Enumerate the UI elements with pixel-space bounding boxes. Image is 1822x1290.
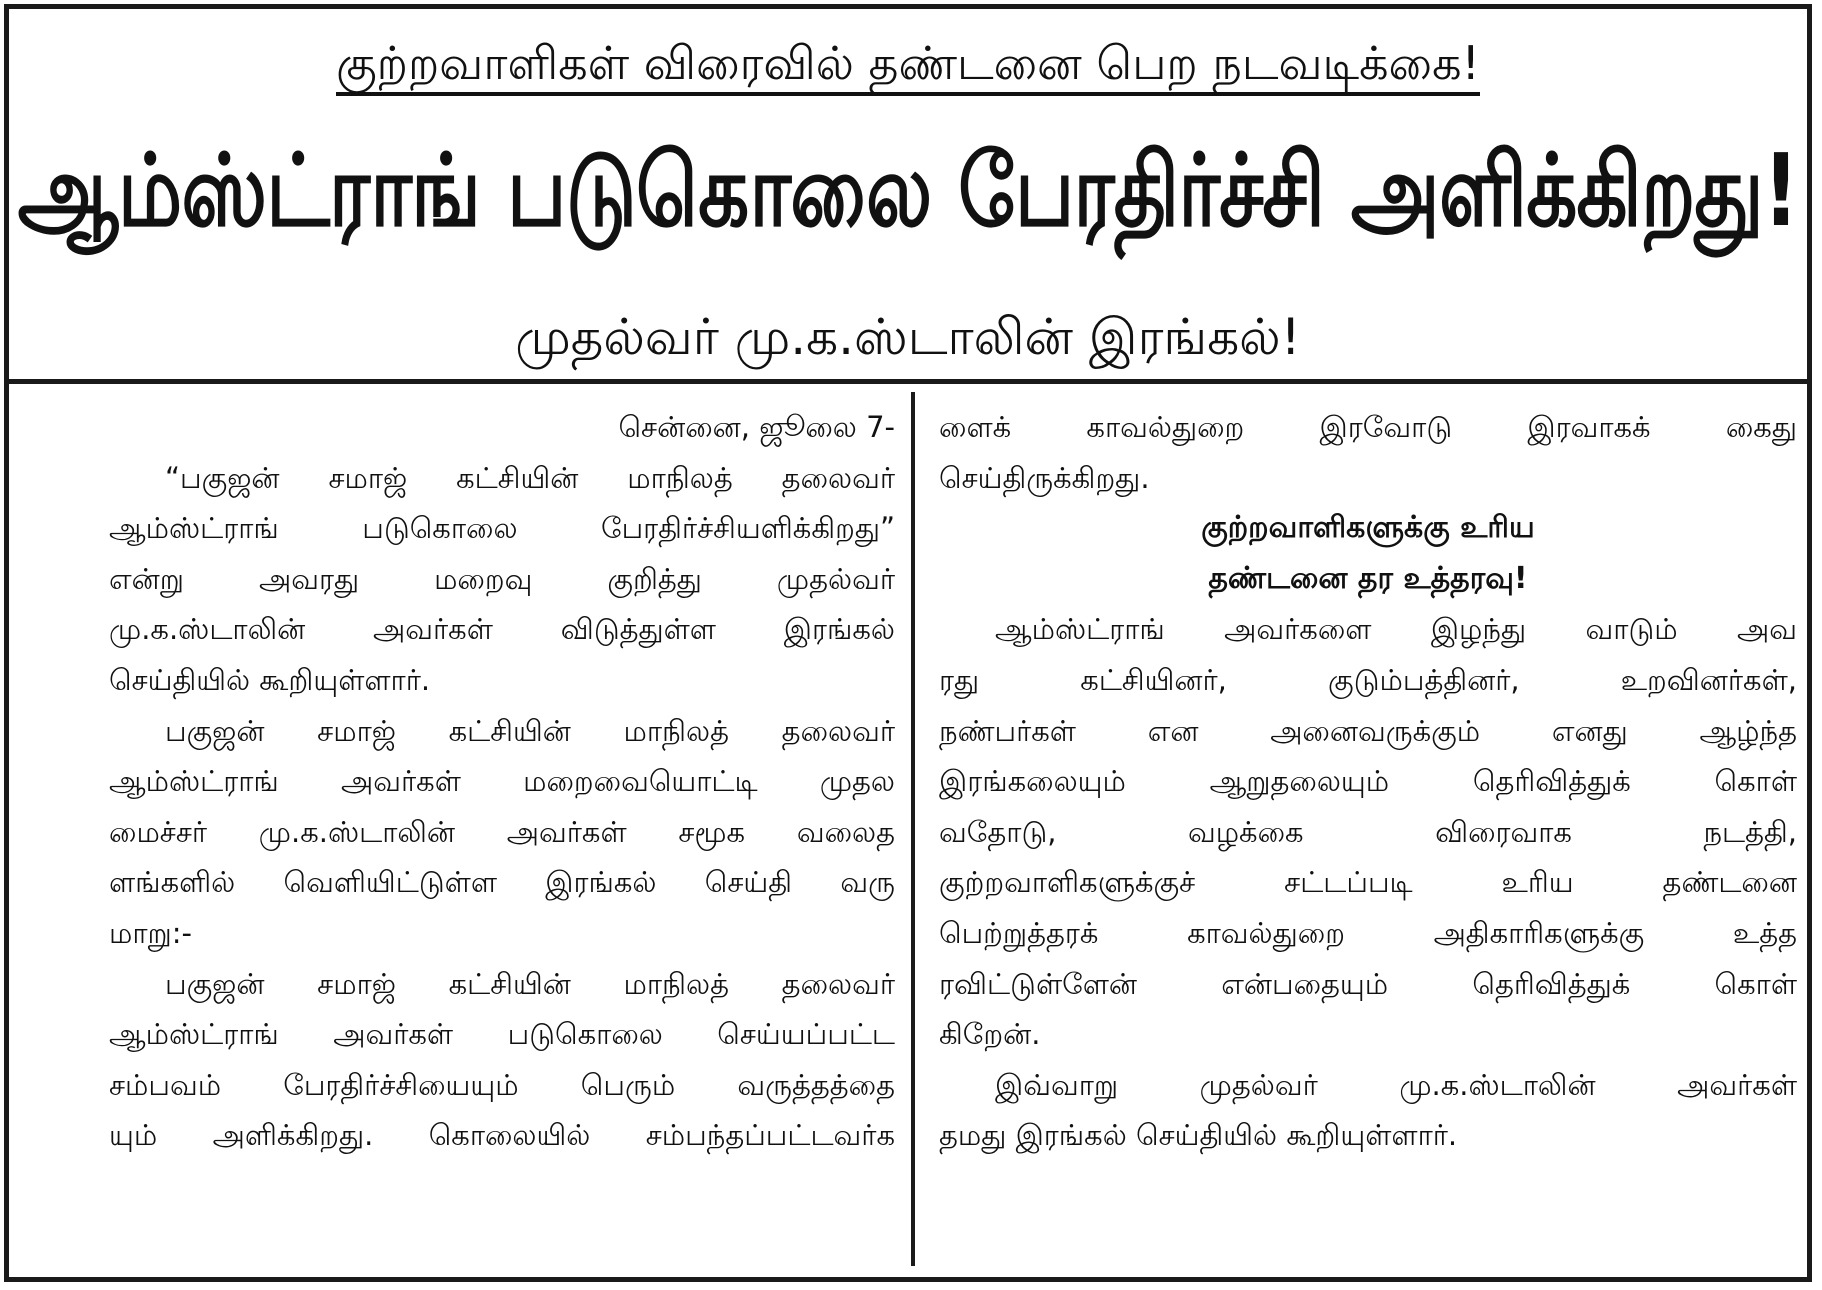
article-line: ளங்களில் வெளியிட்டுள்ள இரங்கல் செய்தி வரு [109,865,895,900]
article-line: மு.க.ஸ்டாலின் அவர்கள் விடுத்துள்ள இரங்கல் [109,612,895,647]
article-line: ஆம்ஸ்ட்ராங் படுகொலை பேரதிர்ச்சியளிக்கிறது” [109,511,895,546]
article-line: ளைக் காவல்துறை இரவோடு இரவாகக் கைது [939,410,1797,444]
article-line: பெற்றுத்தரக் காவல்துறை அதிகாரிகளுக்கு உத்த [939,915,1797,950]
article-line: இரங்கலையும் ஆறுதலையும் தெரிவித்துக் கொள் [939,764,1797,799]
section-subheading: குற்றவாளிகளுக்கு உரிய [1201,510,1535,546]
article-line: யும் அளிக்கிறது. கொலையில் சம்பந்தப்பட்டவர்க [109,1118,895,1153]
article-line: மைச்சர் மு.க.ஸ்டாலின் அவர்கள் சமூக வலைத [109,814,895,849]
dateline: சென்னை, ஜூலை 7- [618,410,895,444]
article-line: என்று அவரது மறைவு குறித்து முதல்வர் [109,561,895,596]
article-line: சம்பவம் பேரதிர்ச்சியையும் பெரும் வருத்தத்தை [109,1067,895,1102]
subheadline: முதல்வர் மு.க.ஸ்டாலின் இரங்கல்! [515,308,1301,366]
article-line: இவ்வாறு முதல்வர் மு.க.ஸ்டாலின் அவர்கள் [995,1067,1797,1102]
news-clipping [4,4,1812,1282]
article-line: பகுஜன் சமாஜ் கட்சியின் மாநிலத் தலைவர் [165,966,895,1001]
article-body [9,384,1807,1278]
article-line: “பகுஜன் சமாஜ் கட்சியின் மாநிலத் தலைவர் [165,460,895,495]
article-line: தமது இரங்கல் செய்தியில் கூறியுள்ளார். [939,1118,1458,1153]
article-line: வதோடு, வழக்கை விரைவாக நடத்தி, [939,814,1797,849]
headline-box [9,9,1807,384]
article-line: ஆம்ஸ்ட்ராங் அவர்கள் படுகொலை செய்யப்பட்ட [109,1017,895,1052]
article-line: ரவிட்டுள்ளேன் என்பதையும் தெரிவித்துக் கொள் [939,966,1797,1001]
left-column [109,402,895,1161]
main-headline: ஆம்ஸ்ட்ராங் படுகொலை பேரதிர்ச்சி அளிக்கிறது! [17,132,1799,249]
article-line: ஆம்ஸ்ட்ராங் அவர்களை இழந்து வாடும் அவ [995,612,1797,647]
kicker-text: குற்றவாளிகள் விரைவில் தண்டனை பெற நடவடிக்கை! [336,36,1480,96]
article-line: செய்திருக்கிறது. [939,460,1150,495]
article-line: பகுஜன் சமாஜ் கட்சியின் மாநிலத் தலைவர் [165,713,895,748]
article-line: நண்பர்கள் என அனைவருக்கும் எனது ஆழ்ந்த [939,713,1797,748]
article-line: மாறு:- [109,915,192,950]
article-line: குற்றவாளிகளுக்குச் சட்டப்படி உரிய தண்டனை [939,865,1797,900]
section-subheading: தண்டனை தர உத்தரவு! [1208,560,1528,596]
kicker-line [9,33,1807,93]
article-line: செய்தியில் கூறியுள்ளார். [109,662,431,697]
article-line: ஆம்ஸ்ட்ராங் அவர்கள் மறைவையொட்டி முதல [109,764,895,799]
article-line: ரது கட்சியினர், குடும்பத்தினர், உறவினர்கள், [939,662,1797,697]
right-column [939,402,1797,1161]
article-line: கிறேன். [939,1017,1041,1052]
column-divider [911,392,915,1266]
